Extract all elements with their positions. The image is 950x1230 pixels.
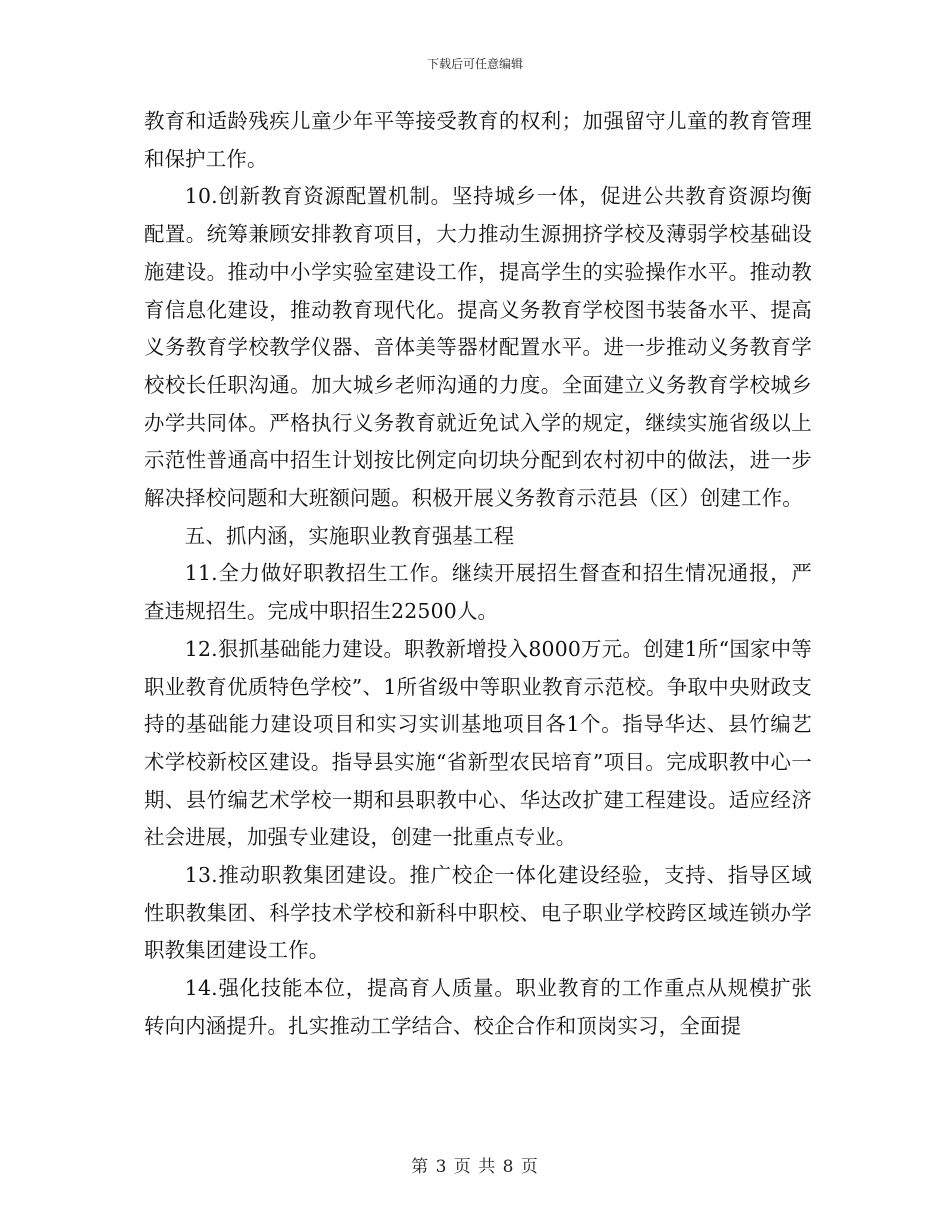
paragraph-3: 11.全力做好职教招生工作。继续开展招生督查和招生情况通报，严查违规招生。完成中职招生22500人。 [144, 561, 812, 624]
page-header: 下载后可任意编辑 [426, 57, 523, 71]
page-footer: 第 3 页 共 8 页 [411, 1157, 539, 1177]
paragraph-5: 13.推动职教集团建设。推广校企一体化建设经验，支持、指导区域性职教集团、科学技术学校和新科中职校、电子职业学校跨区域连锁办学职教集团建设工作。 [144, 863, 812, 963]
paragraph-4: 12.狠抓基础能力建设。职教新增投入8000万元。创建1所“国家中等职业教育优质特色学校”、1所省级中等职业教育示范校。争取中央财政支持的基础能力建设项目和实习实训基地项目各1个。指导华达、县竹编艺术学校新校区建设。指导县实施“省新型农民培育”项目。完成职教中心一期、县竹编艺术学校一期和县职教中心、华达改扩建工程建设。适应经济社会进展，加强专业建设，创建一批重点专业。 [144, 636, 812, 850]
document-body [144, 103, 812, 1046]
paragraph-6: 14.强化技能本位，提高育人质量。职业教育的工作重点从规模扩张转向内涵提升。扎实推动工学结合、校企合作和顶岗实习，全面提 [144, 976, 812, 1038]
section-heading: 五、抓内涵，实施职业教育强基工程 [184, 523, 515, 548]
paragraph-2: 10.创新教育资源配置机制。坚持城乡一体，促进公共教育资源均衡配置。统筹兼顾安排教育项目，大力推动生源拥挤学校及薄弱学校基础设施建设。推动中小学实验室建设工作，提高学生的实验操作水平。推动教育信息化建设，推动教育现代化。提高义务教育学校图书装备水平、提高义务教育学校教学仪器、音体美等器材配置水平。进一步推动义务教育学校校长任职沟通。加大城乡老师沟通的力度。全面建立义务教育学校城乡办学共同体。严格执行义务教育就近免试入学的规定，继续实施省级以上示范性普通高中招生计划按比例定向切块分配到农村初中的做法，进一步解决择校问题和大班额问题。积极开展义务教育示范县（区）创建工作。 [144, 184, 812, 511]
paragraph-1: 教育和适龄残疾儿童少年平等接受教育的权利；加强留守儿童的教育管理和保护工作。 [144, 109, 812, 171]
